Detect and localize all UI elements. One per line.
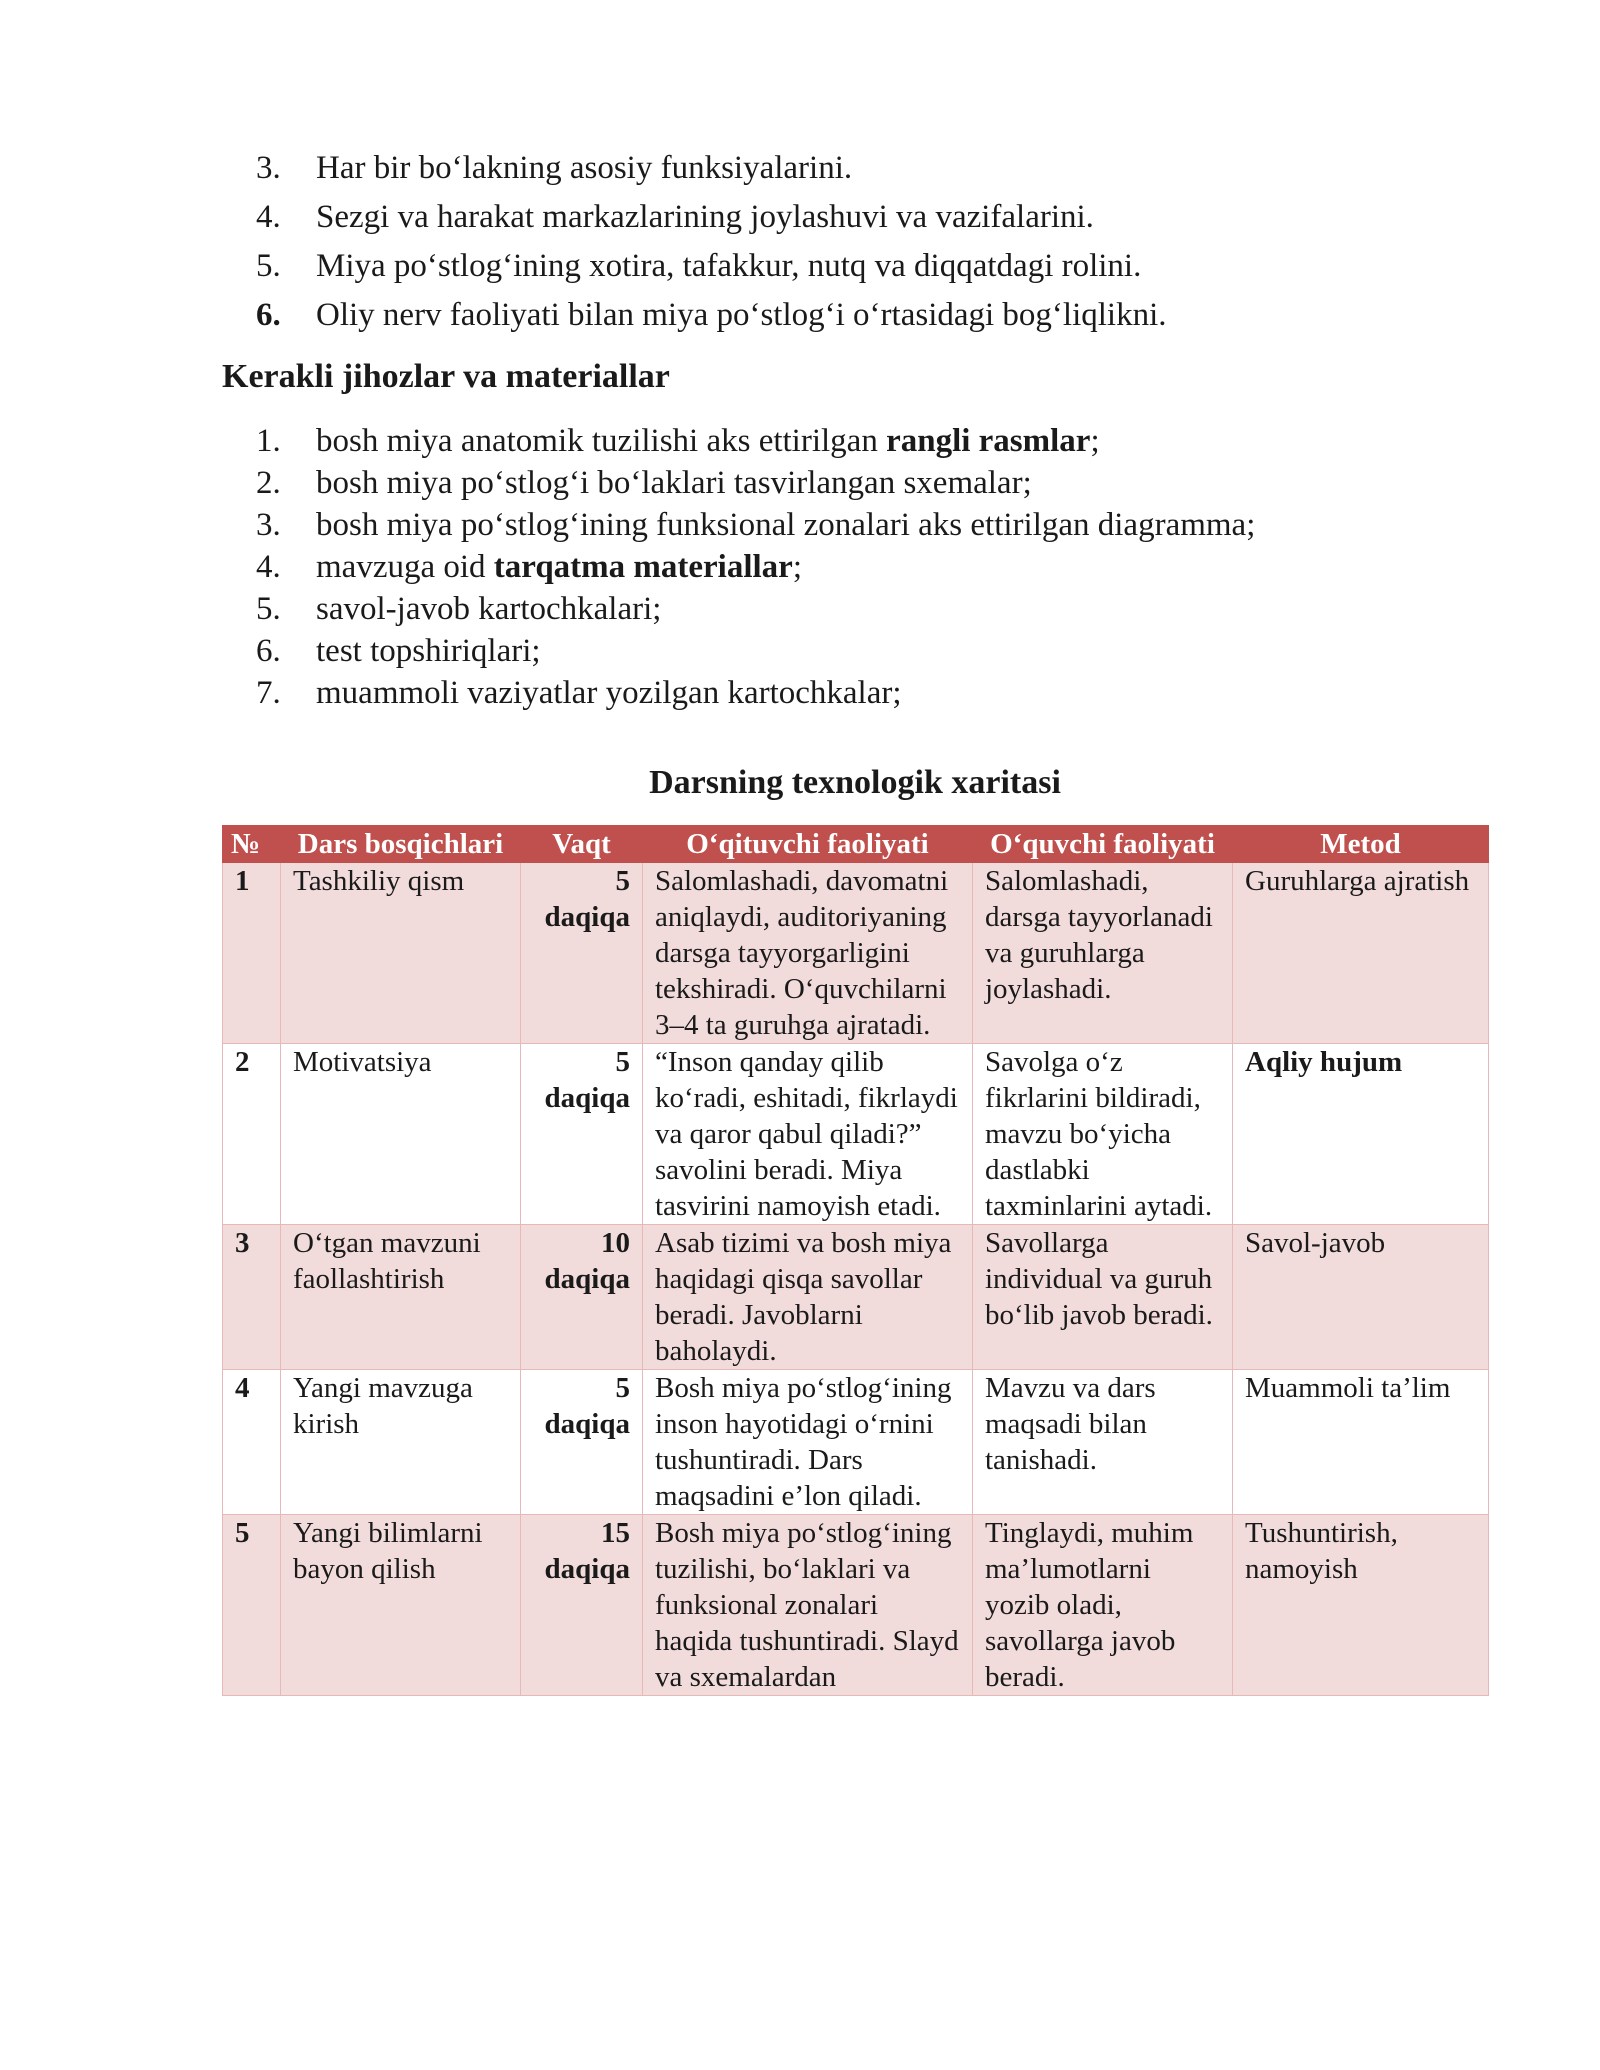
stage-cell: O‘tgan mavzuni faollashtirish — [281, 1225, 521, 1370]
row-number: 4 — [223, 1370, 281, 1515]
table-row — [223, 1044, 1489, 1225]
list-text: muammoli vaziyatlar yozilgan kartochkalar; — [316, 675, 902, 711]
list-number: 3. — [256, 507, 281, 543]
student-activity-cell: Savollarga individual va guruh bo‘lib javob beradi. — [973, 1225, 1233, 1370]
header-method: Metod — [1233, 826, 1489, 863]
list-number: 1. — [256, 423, 281, 459]
technology-map-table — [222, 825, 1489, 1696]
list-item — [256, 677, 1255, 719]
list-text: mavzuga oid — [316, 549, 494, 585]
list-number: 7. — [256, 675, 281, 711]
header-teacher-activity: O‘qituvchi faoliyati — [643, 826, 973, 863]
teacher-activity-cell: Asab tizimi va bosh miya haqidagi qisqa savollar beradi. Javoblarni baholaydi. — [643, 1225, 973, 1370]
list-text-bold: rangli rasmlar — [886, 423, 1091, 459]
list-item — [256, 551, 1255, 593]
table-row — [223, 1370, 1489, 1515]
list-item — [256, 201, 1167, 250]
time-unit: daqiqa — [544, 1553, 630, 1585]
header-time: Vaqt — [521, 826, 643, 863]
list-text: Sezgi va harakat markazlarining joylashuvi va vazifalarini. — [316, 199, 1094, 235]
list-text: Har bir bo‘lakning asosiy funksiyalarini. — [316, 150, 853, 186]
time-cell — [521, 1515, 643, 1696]
list-text: Miya po‘stlog‘ining xotira, tafakkur, nutq va diqqatdagi rolini. — [316, 248, 1142, 284]
learning-goals-list — [256, 152, 1167, 348]
list-text: test topshiriqlari; — [316, 633, 541, 669]
teacher-activity-cell: Bosh miya po‘stlog‘ining inson hayotidagi o‘rnini tushuntiradi. Dars maqsadini e’lon qiladi. — [643, 1370, 973, 1515]
list-text: bosh miya anatomik tuzilishi aks ettirilgan — [316, 423, 887, 459]
header-student-activity: O‘quvchi faoliyati — [973, 826, 1233, 863]
list-item — [256, 250, 1167, 299]
student-activity-cell: Salomlashadi, darsga tayyorlanadi va guruhlarga joylashadi. — [973, 863, 1233, 1044]
list-number: 6. — [256, 633, 281, 669]
list-text: savol-javob kartochkalari; — [316, 591, 662, 627]
time-unit: daqiqa — [544, 1263, 630, 1295]
list-item — [256, 299, 1167, 348]
stage-cell: Motivatsiya — [281, 1044, 521, 1225]
stage-cell: Yangi mavzuga kirish — [281, 1370, 521, 1515]
list-text: bosh miya po‘stlog‘i bo‘laklari tasvirlangan sxemalar; — [316, 465, 1032, 501]
list-text-end: ; — [792, 549, 802, 585]
list-number: 6. — [256, 297, 281, 333]
table-row — [223, 1515, 1489, 1696]
list-text-bold: tarqatma materiallar — [493, 549, 793, 585]
row-number: 2 — [223, 1044, 281, 1225]
row-number: 1 — [223, 863, 281, 1044]
equipment-heading: Kerakli jihozlar va materiallar — [222, 358, 670, 395]
table-title: Darsning texnologik xaritasi — [649, 764, 1061, 801]
time-value: 5 — [615, 1372, 630, 1404]
method-cell: Tushuntirish, namoyish — [1233, 1515, 1489, 1696]
table-header-row — [223, 826, 1489, 863]
teacher-activity-cell: “Inson qanday qilib ko‘radi, eshitadi, fikrlaydi va qaror qabul qiladi?” savolini beradi. Miya tasvirini namoyish etadi. — [643, 1044, 973, 1225]
list-number: 3. — [256, 150, 281, 186]
time-unit: daqiqa — [544, 1082, 630, 1114]
time-value: 15 — [601, 1517, 630, 1549]
student-activity-cell: Mavzu va dars maqsadi bilan tanishadi. — [973, 1370, 1233, 1515]
time-value: 5 — [615, 865, 630, 897]
list-number: 5. — [256, 591, 281, 627]
teacher-activity-cell: Salomlashadi, davomatni aniqlaydi, auditoriyaning darsga tayyorgarligini tekshiradi. O‘quvchilarni 3–4 ta guruhga ajratadi. — [643, 863, 973, 1044]
list-item — [256, 509, 1255, 551]
method-cell: Aqliy hujum — [1233, 1044, 1489, 1225]
time-value: 10 — [601, 1227, 630, 1259]
time-unit: daqiqa — [544, 1408, 630, 1440]
row-number: 5 — [223, 1515, 281, 1696]
time-value: 5 — [615, 1046, 630, 1078]
time-cell — [521, 1370, 643, 1515]
list-number: 4. — [256, 199, 281, 235]
list-item — [256, 593, 1255, 635]
student-activity-cell: Tinglaydi, muhim ma’lumotlarni yozib oladi, savollarga javob beradi. — [973, 1515, 1233, 1696]
table-row — [223, 1225, 1489, 1370]
stage-cell: Tashkiliy qism — [281, 863, 521, 1044]
student-activity-cell: Savolga o‘z fikrlarini bildiradi, mavzu bo‘yicha dastlabki taxminlarini aytadi. — [973, 1044, 1233, 1225]
list-number: 5. — [256, 248, 281, 284]
time-cell — [521, 1044, 643, 1225]
list-item — [256, 635, 1255, 677]
method-cell: Savol-javob — [1233, 1225, 1489, 1370]
row-number: 3 — [223, 1225, 281, 1370]
time-cell — [521, 863, 643, 1044]
table-row — [223, 863, 1489, 1044]
time-unit: daqiqa — [544, 901, 630, 933]
equipment-list — [256, 425, 1255, 719]
list-item — [256, 467, 1255, 509]
stage-cell: Yangi bilimlarni bayon qilish — [281, 1515, 521, 1696]
list-text: Oliy nerv faoliyati bilan miya po‘stlog‘i o‘rtasidagi bog‘liqlikni. — [316, 297, 1167, 333]
list-number: 4. — [256, 549, 281, 585]
list-number: 2. — [256, 465, 281, 501]
time-cell — [521, 1225, 643, 1370]
teacher-activity-cell: Bosh miya po‘stlog‘ining tuzilishi, bo‘laklari va funksional zonalari haqida tushuntiradi. Slayd va sxemalardan — [643, 1515, 973, 1696]
header-stage: Dars bosqichlari — [281, 826, 521, 863]
method-cell: Muammoli ta’lim — [1233, 1370, 1489, 1515]
method-cell: Guruhlarga ajratish — [1233, 863, 1489, 1044]
header-number: № — [223, 826, 281, 863]
list-item — [256, 152, 1167, 201]
list-text: bosh miya po‘stlog‘ining funksional zonalari aks ettirilgan diagramma; — [316, 507, 1256, 543]
list-text-end: ; — [1090, 423, 1100, 459]
list-item — [256, 425, 1255, 467]
